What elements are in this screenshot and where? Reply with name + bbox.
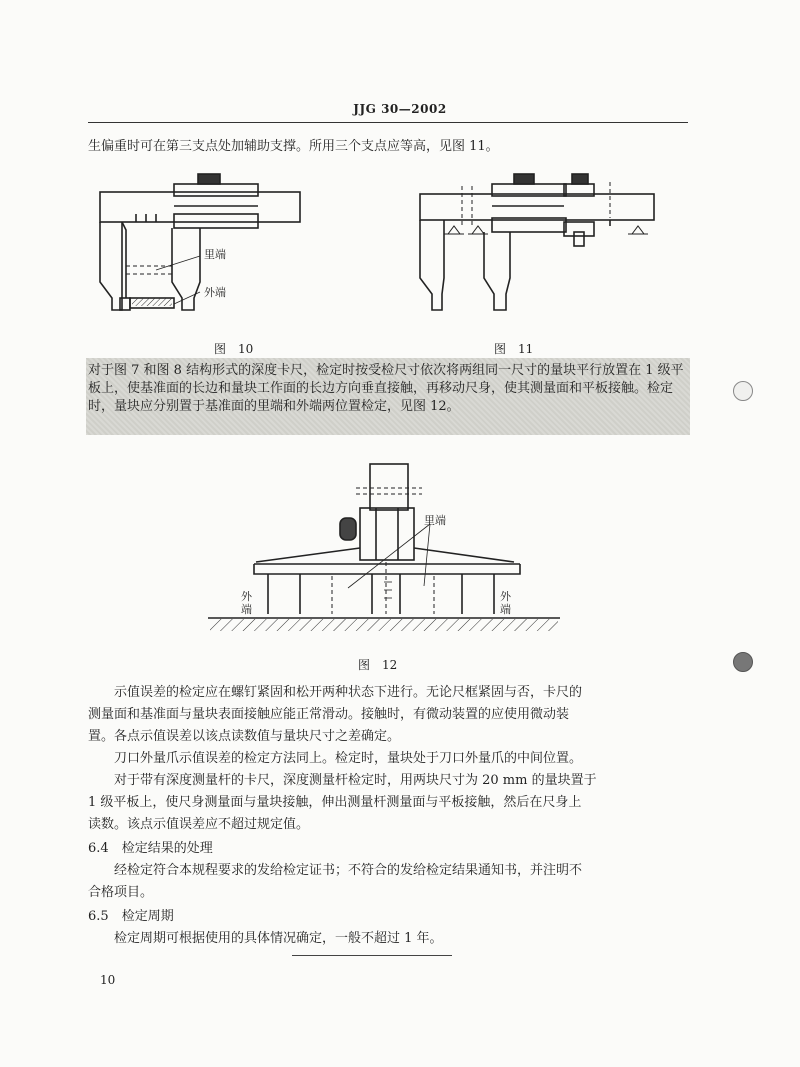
text-6-4-line-2: 合格项目。 <box>88 885 154 900</box>
figure-11-drawing <box>414 168 664 320</box>
body-line-7: 读数。该点示值误差应不超过规定值。 <box>88 817 310 832</box>
section-6-4-heading <box>88 840 213 858</box>
fig10-label-inner: 里端 <box>204 248 226 261</box>
fig12-caption: 图 12 <box>358 658 398 672</box>
section-6-4-title: 检定结果的处理 <box>121 841 213 856</box>
binder-hole-bottom <box>733 652 753 672</box>
section-6-5-heading <box>88 908 174 926</box>
section-6-4-number: 6.4 <box>88 841 109 856</box>
body-line-5: 对于带有深度测量杆的卡尺，深度测量杆检定时，用两块尺寸为 20 mm 的量块置于 <box>88 773 597 788</box>
fig10-label-outer: 外端 <box>204 286 226 299</box>
figure-10-drawing <box>96 170 306 320</box>
fig12-label-outer-left: 外端 <box>241 590 252 616</box>
section-6-5-number: 6.5 <box>88 909 109 924</box>
section-6-5-title: 检定周期 <box>121 909 174 924</box>
fig11-caption: 图 11 <box>494 342 534 356</box>
intro-text: 生偏重时可在第三支点处加辅助支撑。所用三个支点应等高，见图 11。 <box>88 139 499 154</box>
footer-rule <box>292 955 452 956</box>
fig12-label-outer-right: 外端 <box>500 590 511 616</box>
text-6-5: 检定周期可根据使用的具体情况确定，一般不超过 1 年。 <box>88 931 443 946</box>
page-number: 10 <box>100 973 116 987</box>
binder-hole-top <box>733 381 753 401</box>
body-line-4: 刀口外量爪示值误差的检定方法同上。检定时，量块处于刀口外量爪的中间位置。 <box>88 751 583 766</box>
para-depth-caliper: 对于图 7 和图 8 结构形式的深度卡尺，检定时按受检尺寸依次将两组同一尺寸的量块平行放置在 1 级平板上，使基准面的长边和量块工作面的长边方向垂直接触，再移动尺身，使其测量面和平板接触。检定时，量块应分别置于基准面的里端和外端两位置检定，见图 12。 <box>88 363 684 414</box>
running-header: JJG 30—2002 <box>353 102 447 116</box>
text-6-4-line-1: 经检定符合本规程要求的发给检定证书；不符合的发给检定结果通知书，并注明不 <box>88 863 583 878</box>
header-rule <box>88 122 688 123</box>
fig12-label-inner: 里端 <box>424 514 446 527</box>
fig10-caption: 图 10 <box>214 342 254 356</box>
body-line-3: 置。各点示值误差以该点读数值与量块尺寸之差确定。 <box>88 729 401 744</box>
body-line-6: 1 级平板上，使尺身测量面与量块接触，伸出测量杆测量面与平板接触，然后在尺身上 <box>88 795 582 810</box>
body-line-1: 示值误差的检定应在螺钉紧固和松开两种状态下进行。无论尺框紧固与否，卡尺的 <box>88 685 583 700</box>
body-line-2: 测量面和基准面与量块表面接触应能正常滑动。接触时，有微动装置的应使用微动装 <box>88 707 570 722</box>
